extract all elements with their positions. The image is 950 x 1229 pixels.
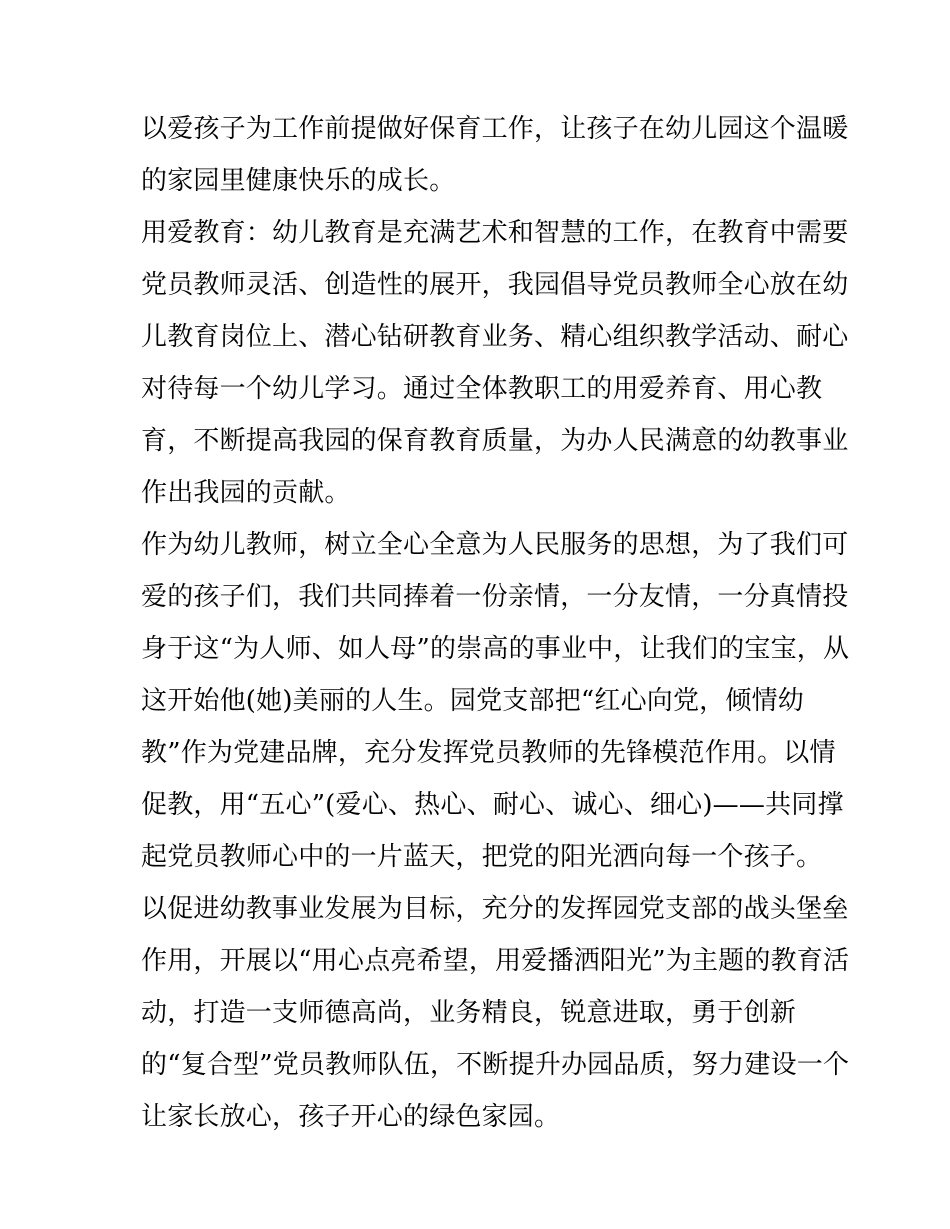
- text-line: 党员教师灵活、创造性的展开，我园倡导党员教师全心放在幼: [141, 270, 849, 300]
- text-line: 作用，开展以“用心点亮希望，用爱播洒阳光”为主题的教育活: [141, 946, 850, 976]
- text-line: 让家长放心，孩子开心的绿色家园。: [141, 1102, 561, 1132]
- text-line: 用爱教育：幼儿教育是充满艺术和智慧的工作，在教育中需要: [141, 218, 849, 248]
- paragraph-4: [141, 883, 850, 1143]
- text-line: 以爱孩子为工作前提做好保育工作，让孩子在幼儿园这个温暖: [141, 114, 849, 144]
- text-line: 促教，用“五心”(爱心、热心、耐心、诚心、细心)——共同撑: [141, 790, 844, 820]
- text-line: 身于这“为人师、如人母”的崇高的事业中，让我们的宝宝，从: [141, 634, 850, 664]
- text-line: 动，打造一支师德高尚，业务精良，锐意进取，勇于创新: [141, 998, 797, 1028]
- text-line: 教”作为党建品牌，充分发挥党员教师的先锋模范作用。以情: [141, 738, 836, 768]
- text-line: 对待每一个幼儿学习。通过全体教职工的用爱养育、用心教: [141, 374, 823, 404]
- text-line: 作为幼儿教师，树立全心全意为人民服务的思想，为了我们可: [141, 530, 849, 560]
- text-line: 育，不断提高我园的保育教育质量，为办人民满意的幼教事业: [141, 426, 849, 456]
- text-line: 的“复合型”党员教师队伍，不断提升办园品质，努力建设一个: [141, 1050, 850, 1080]
- text-line: 起党员教师心中的一片蓝天，把党的阳光洒向每一个孩子。: [141, 842, 823, 872]
- text-line: 以促进幼教事业发展为目标，充分的发挥园党支部的战头堡垒: [141, 894, 849, 924]
- text-line: 作出我园的贡献。: [141, 478, 351, 508]
- paragraph-1: [141, 103, 849, 207]
- document-body: [141, 103, 850, 1143]
- text-line: 的家园里健康快乐的成长。: [141, 166, 456, 196]
- text-line: 儿教育岗位上、潜心钻研教育业务、精心组织教学活动、耐心: [141, 322, 849, 352]
- text-line: 爱的孩子们，我们共同捧着一份亲情，一分友情，一分真情投: [141, 582, 849, 612]
- paragraph-3: [141, 519, 850, 883]
- paragraph-2: [141, 207, 849, 519]
- text-line: 这开始他(她)美丽的人生。园党支部把“红心向党，倾情幼: [141, 686, 804, 716]
